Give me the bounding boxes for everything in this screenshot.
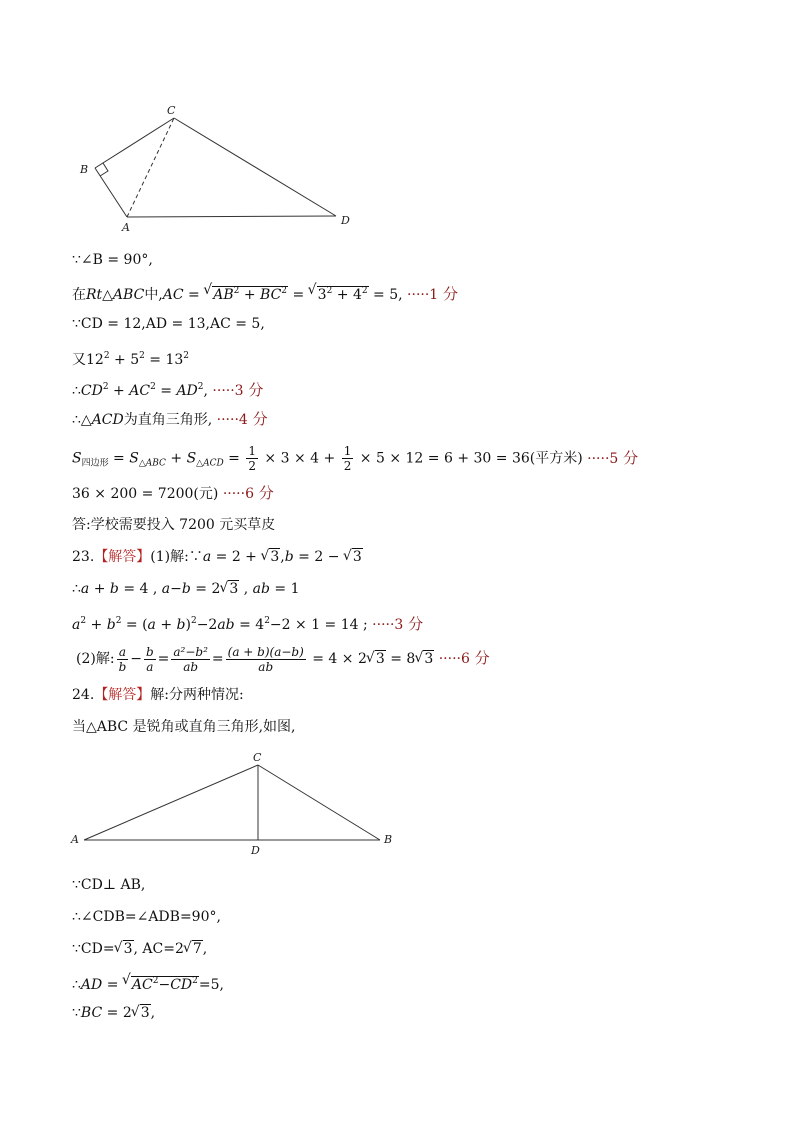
op: = (223, 450, 245, 467)
var: S (72, 450, 82, 467)
radical (123, 971, 199, 995)
score-dots: ·····4 (216, 412, 248, 428)
score-dots: ·····6 (438, 651, 470, 667)
radical (115, 939, 134, 959)
text: ∴ (72, 383, 81, 399)
segment-ba (95, 168, 127, 217)
radical (415, 642, 434, 676)
text: = ( (121, 617, 148, 633)
text: ∴ (72, 977, 81, 993)
score-dots: ·····3 (372, 617, 404, 633)
text: = 13 (144, 352, 184, 368)
fraction (246, 444, 258, 473)
segment-cb (258, 765, 380, 840)
score-unit: 分 (403, 615, 424, 633)
denominator: b (118, 659, 127, 674)
var: BC (260, 287, 282, 303)
var: AD (176, 383, 198, 399)
var: + S (165, 450, 197, 467)
radicand: 3 (123, 941, 133, 957)
var: AB (213, 287, 234, 303)
var: a + b (147, 617, 186, 633)
exp: 2 (183, 351, 190, 361)
text: ) (185, 617, 191, 633)
op: = (157, 651, 170, 667)
op: = 2 + (211, 549, 262, 565)
text: ∴ (72, 581, 81, 597)
label-d: D (341, 214, 350, 227)
exp: 2 (102, 382, 109, 392)
radical (261, 547, 280, 567)
radical (204, 281, 288, 305)
line-q24-angles: ∴∠CDB=∠ADB=90°, (72, 909, 221, 925)
radical (367, 642, 386, 676)
line-q24-given (72, 939, 207, 959)
score-unit: 分 (243, 381, 264, 399)
text: (1)解:∵ (150, 549, 203, 565)
var: ab (252, 581, 270, 597)
line-q24-case: 当△ABC 是锐角或直角三角形,如图, (72, 719, 296, 735)
var: a (202, 549, 212, 565)
text: ∵CD= (72, 941, 115, 957)
score-dots: ·····5 (587, 450, 619, 467)
op: = (155, 383, 177, 399)
text: = 5, (368, 287, 403, 303)
score-mark (587, 448, 639, 467)
text: (2)解: (76, 651, 115, 667)
var: ACD (91, 412, 124, 428)
answer-tag: 【解答】 (94, 549, 151, 565)
var: = S (108, 450, 139, 467)
line-given-lengths: ∵CD = 12,AD = 13,AC = 5, (72, 316, 265, 332)
line-pythag-numbers (72, 346, 189, 370)
radical (220, 579, 239, 599)
text: 解:分两种情况: (150, 687, 244, 703)
line-q23-sum-diff (72, 579, 300, 599)
op: = (288, 287, 309, 303)
numerator: 1 (248, 444, 256, 458)
text: 中, (144, 287, 163, 303)
text: = 2 (102, 1005, 132, 1021)
line-pythag-sides (72, 377, 263, 401)
subscript: 四边形 (81, 458, 109, 469)
exp: 2 (80, 616, 87, 626)
line-right-triangle (72, 409, 268, 430)
text: 在 (72, 287, 86, 303)
text: × 5 × 12 = 6 + 30 = 36(平方米) (355, 450, 583, 467)
var: CD (170, 977, 193, 993)
numerator: a (117, 645, 129, 660)
score-dots: ·····1 (407, 287, 439, 303)
text: = 4 (234, 617, 265, 633)
line-answer: 答:学校需要投入 7200 元买草皮 (72, 517, 276, 533)
var: AC (129, 383, 151, 399)
radicand: 7 (192, 941, 202, 957)
score-mark (223, 486, 274, 502)
denominator: a (146, 659, 154, 674)
text: × 3 × 4 + (259, 450, 340, 467)
segment-bc (95, 118, 174, 168)
text: , (239, 581, 253, 597)
text: = 4 × 2 (307, 651, 367, 667)
text: −2 × 1 = 14 ; (269, 617, 368, 633)
text: −2 (196, 617, 218, 633)
radicand: 3 (352, 549, 362, 565)
fraction (171, 645, 210, 674)
label-c: C (253, 751, 262, 764)
text: =5, (198, 977, 224, 993)
text: Rt△ABC (86, 287, 145, 303)
var: AD (80, 977, 103, 993)
radicand: 3 (270, 549, 280, 565)
exp: 2 (361, 286, 368, 296)
radicand: 3 (375, 651, 385, 667)
line-q23-part1 (72, 547, 363, 567)
text: , (203, 383, 208, 399)
line-q23-squares (72, 611, 423, 635)
score-unit: 分 (253, 484, 274, 502)
score-unit: 分 (438, 285, 458, 303)
answer-tag: 【解答】 (94, 687, 151, 703)
segment-ad (127, 216, 336, 217)
fraction (342, 444, 354, 473)
exp: 2 (150, 382, 156, 392)
radical (132, 1003, 151, 1023)
radicand: 3 (140, 1005, 150, 1021)
op: + (108, 383, 130, 399)
label-b: B (384, 833, 393, 846)
text: 为直角三角形, (123, 412, 213, 428)
score-dots: ·····3 (212, 383, 244, 399)
text: ∴△ (72, 412, 92, 428)
line-q24-ad (72, 971, 224, 995)
radical (184, 939, 203, 959)
label-d: D (251, 844, 260, 857)
label-a: A (71, 833, 79, 846)
op: − (158, 977, 171, 993)
score-mark (372, 617, 423, 633)
line-q23-part2 (76, 641, 490, 676)
op: + (86, 617, 107, 633)
text: = 8 (385, 651, 416, 667)
segment-ac (84, 765, 258, 840)
text: = 2 (190, 581, 221, 597)
exp: 2 (281, 286, 288, 296)
var: ab (217, 617, 235, 633)
fraction (226, 645, 306, 674)
exp: 2 (139, 351, 145, 361)
var: b (106, 617, 116, 633)
exp: 2 (115, 616, 122, 626)
exp: 2 (103, 351, 110, 361)
score-mark (212, 383, 263, 399)
var: AC (131, 977, 153, 993)
right-angle-mark (100, 163, 108, 176)
score-unit: 分 (469, 649, 490, 667)
exp: 2 (197, 382, 204, 392)
score-mark (217, 412, 268, 428)
subscript: △ACD (196, 458, 224, 469)
radical (344, 547, 363, 567)
segment-cd (174, 118, 336, 216)
denominator: ab (183, 659, 199, 674)
score-unit: 分 (618, 448, 639, 467)
exp: 2 (326, 286, 333, 296)
fraction (117, 645, 129, 674)
var: a−b (161, 581, 191, 597)
quadrilateral-figure (0, 0, 794, 240)
subscript: △ABC (138, 458, 166, 469)
line-q24-intro (72, 685, 244, 705)
text: 又12 (72, 352, 104, 368)
denominator: 2 (343, 459, 352, 473)
op: = (211, 651, 224, 667)
line-angle-b: ∵∠B = 90°, (72, 252, 153, 268)
text: = 1 (269, 581, 300, 597)
line-q24-perp: ∵CD⊥ AB, (72, 877, 146, 893)
numerator: a²−b² (173, 644, 208, 659)
op: + 4 (332, 287, 362, 303)
label-b: B (80, 163, 89, 176)
numerator: 1 (343, 444, 352, 458)
exp: 2 (152, 976, 159, 986)
op: = (183, 287, 205, 303)
line-q24-bc (72, 1003, 155, 1023)
text: , (202, 941, 208, 957)
op: + (239, 287, 261, 303)
var: AC (162, 287, 184, 303)
text: + 5 (109, 352, 140, 368)
fraction (144, 645, 156, 674)
text: , (280, 549, 285, 565)
exp: 2 (190, 616, 197, 626)
text: = 4 , (118, 581, 162, 597)
text: , AC=2 (133, 941, 184, 957)
op: − (130, 651, 142, 667)
op: = (102, 977, 123, 993)
line-ac-calc (72, 281, 458, 305)
numerator: b (145, 644, 154, 659)
question-number: 24. (72, 687, 95, 703)
var: BC (80, 1005, 103, 1021)
num: 3 (317, 287, 327, 303)
line-area-calc (72, 444, 638, 474)
radical (309, 281, 369, 305)
radicand: 3 (229, 581, 239, 597)
score-dots: ·····6 (222, 486, 254, 502)
var: b (284, 549, 294, 565)
exp: 2 (264, 616, 270, 626)
numerator: (a + b)(a−b) (227, 644, 304, 659)
line-cost-calc (72, 483, 274, 504)
label-c: C (167, 104, 176, 117)
var: a + b (80, 581, 119, 597)
denominator: 2 (248, 459, 256, 473)
var: a (72, 617, 81, 633)
question-number: 23. (72, 549, 95, 565)
denominator: ab (258, 659, 274, 674)
radicand: 3 (424, 651, 434, 667)
score-mark (439, 651, 490, 667)
op: = 2 − (293, 549, 344, 565)
text: 36 × 200 = 7200(元) (72, 486, 219, 502)
var: CD (80, 383, 103, 399)
exp: 2 (233, 286, 240, 296)
text: , (150, 1005, 156, 1021)
exp: 2 (192, 976, 198, 986)
label-a: A (122, 221, 130, 234)
text: ∵ (72, 1005, 81, 1021)
score-unit: 分 (247, 410, 268, 428)
score-mark (407, 287, 458, 303)
